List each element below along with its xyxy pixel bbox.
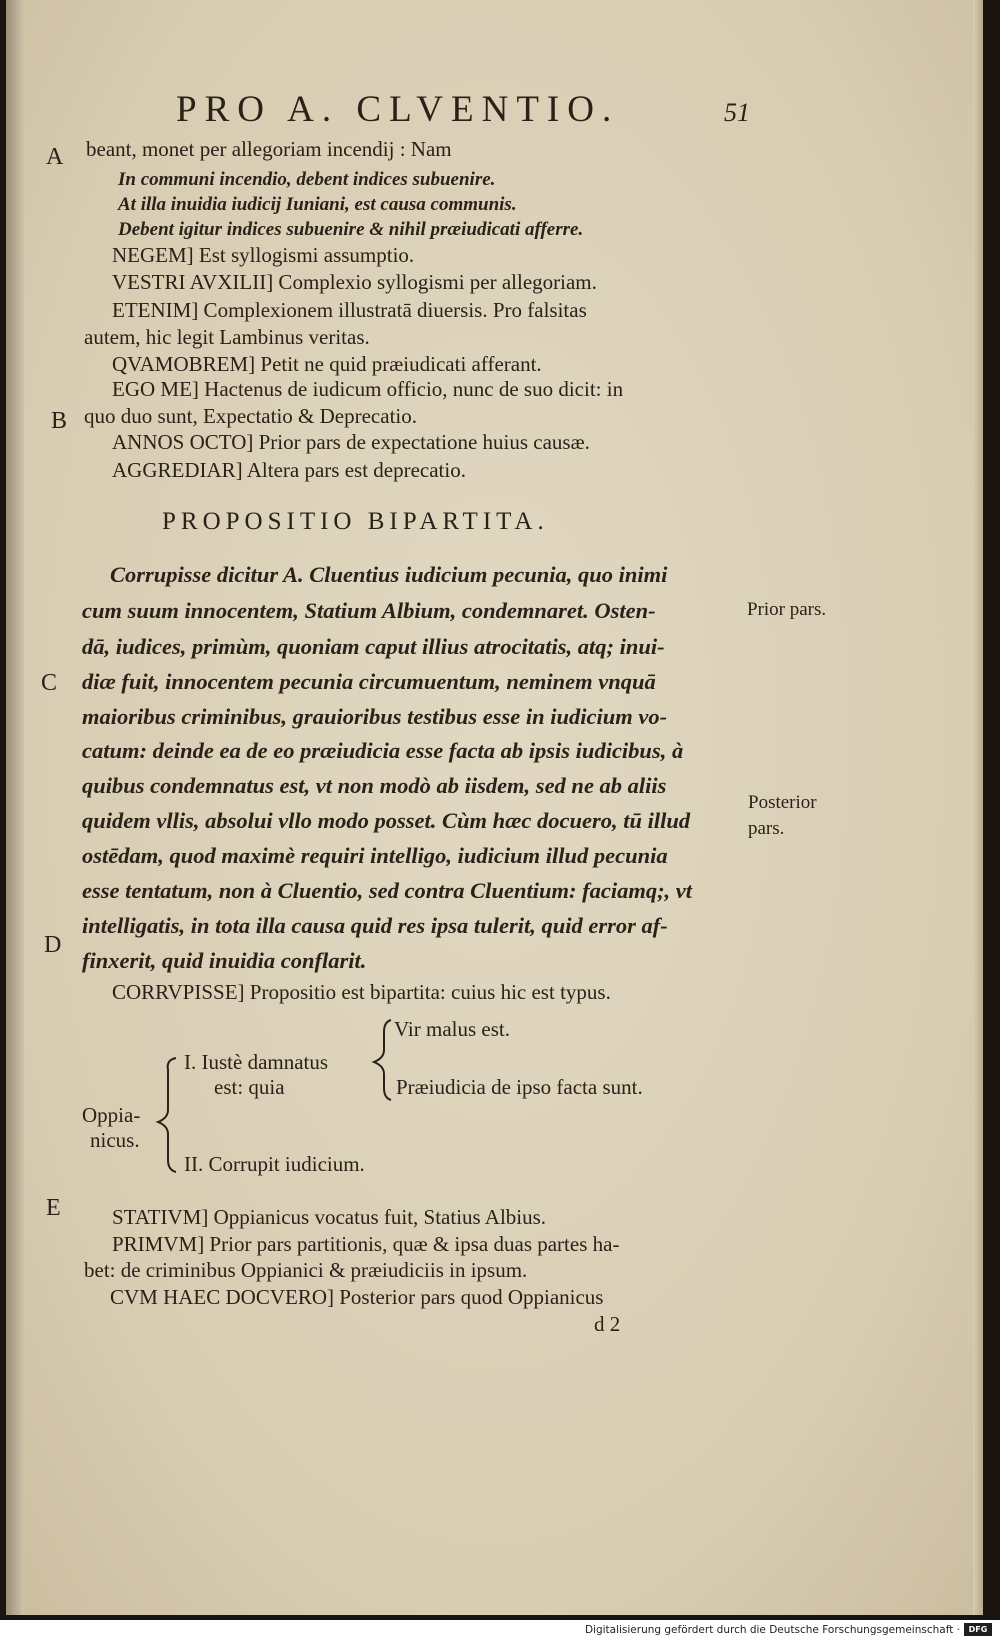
margin-letter-c: C xyxy=(41,670,58,696)
text-line: QVAMOBREM] Petit ne quid præiudicati afferant. xyxy=(112,352,542,376)
diagram-branch-1-b: est: quia xyxy=(214,1075,285,1099)
text-line: quo duo sunt, Expectatio & Deprecatio. xyxy=(84,404,417,428)
text-line: ETENIM] Complexionem illustratā diuersis. Pro falsitas xyxy=(112,298,587,322)
diagram-leaf-1: Vir malus est. xyxy=(394,1017,510,1041)
proposition-line: diæ fuit, innocentem pecunia circumuentum, neminem vnquā xyxy=(82,669,656,694)
proposition-line: esse tentatum, non à Cluentio, sed contra Cluentium: faciamq;, vt xyxy=(82,878,693,903)
text-line: bet: de criminibus Oppianici & præiudiciis in ipsum. xyxy=(84,1258,528,1282)
side-note-posterior: Posterior xyxy=(748,792,817,813)
side-note-prior: Prior pars. xyxy=(747,599,827,620)
proposition-line: maioribus criminibus, grauioribus testibus esse in iudicium vo- xyxy=(82,704,668,729)
proposition-line: cum suum innocentem, Statium Albium, condemnaret. Osten- xyxy=(82,598,656,623)
proposition-line: ostēdam, quod maximè requiri intelligo, iudicium illud pecunia xyxy=(82,843,668,868)
diagram-branch-1: I. Iustè damnatus xyxy=(184,1050,329,1074)
text-line: AGGREDIAR] Altera pars est deprecatio. xyxy=(112,458,466,482)
proposition-line: intelligatis, in tota illa causa quid res ipsa tulerit, quid error af- xyxy=(82,913,668,938)
diagram-root-b: nicus. xyxy=(90,1128,140,1152)
text-line: beant, monet per allegoriam incendij : Nam xyxy=(86,137,452,161)
text-line: EGO ME] Hactenus de iudicum officio, nunc de suo dicit: in xyxy=(112,377,624,401)
proposition-line: Corrupisse dicitur A. Cluentius iudicium pecunia, quo inimi xyxy=(110,562,668,587)
margin-letter-e: E xyxy=(46,1195,61,1221)
margin-letter-b: B xyxy=(51,408,68,434)
text-line: ANNOS OCTO] Prior pars de expectatione huius causæ. xyxy=(112,430,590,454)
side-note-pars: pars. xyxy=(748,818,785,839)
text-line: NEGEM] Est syllogismi assumptio. xyxy=(112,243,415,267)
proposition-line: quibus condemnatus est, vt non modò ab iisdem, sed ne ab aliis xyxy=(82,773,667,798)
text-line: VESTRI AVXILII] Complexio syllogismi per allegoriam. xyxy=(112,270,597,294)
text-line-italic: Debent igitur indices subuenire & nihil præiudicati afferre. xyxy=(118,219,584,240)
text-line: STATIVM] Oppianicus vocatus fuit, Statius Albius. xyxy=(112,1205,547,1229)
running-title: PRO A. CLVENTIO. xyxy=(176,89,620,130)
diagram-branch-2: II. Corrupit iudicium. xyxy=(184,1152,365,1176)
proposition-line: dā, iudices, primùm, quoniam caput illius atrocitatis, atq; inui- xyxy=(82,634,665,659)
text-line: CVM HAEC DOCVERO] Posterior pars quod Oppianicus xyxy=(110,1285,604,1309)
page-gutter-shadow xyxy=(6,0,24,1615)
text-line: autem, hic legit Lambinus veritas. xyxy=(84,325,370,349)
proposition-line: quidem vllis, absolui vllo modo posset. Cùm hæc docuero, tū illud xyxy=(82,808,691,833)
diagram-braces xyxy=(136,1010,416,1180)
page-edge-shadow xyxy=(973,0,983,1615)
margin-letter-a: A xyxy=(46,144,64,170)
diagram-leaf-2: Præiudicia de ipso facta sunt. xyxy=(396,1075,643,1099)
proposition-line: catum: deinde ea de eo præiudicia esse facta ab ipsis iudicibus, à xyxy=(82,738,684,763)
text-line-italic: At illa inuidia iudicij Iuniani, est causa communis. xyxy=(118,194,517,215)
proposition-line: finxerit, quid inuidia conflarit. xyxy=(82,948,367,973)
text-line: PRIMVM] Prior pars partitionis, quæ & ipsa duas partes ha- xyxy=(112,1232,620,1256)
folio-number: 51 xyxy=(724,98,750,127)
margin-letter-d: D xyxy=(44,932,62,958)
book-page xyxy=(6,0,983,1615)
signature-mark: d 2 xyxy=(594,1312,621,1336)
text-line-italic: In communi incendio, debent indices subuenire. xyxy=(118,169,496,190)
diagram-root: Oppia- xyxy=(82,1103,141,1127)
dfg-logo: DFG xyxy=(964,1623,992,1636)
funding-notice: Digitalisierung gefördert durch die Deutsche Forschungsgemeinschaft · xyxy=(584,1624,960,1636)
section-heading: PROPOSITIO BIPARTITA. xyxy=(162,508,549,535)
text-line: CORRVPISSE] Propositio est bipartita: cuius hic est typus. xyxy=(112,980,611,1004)
